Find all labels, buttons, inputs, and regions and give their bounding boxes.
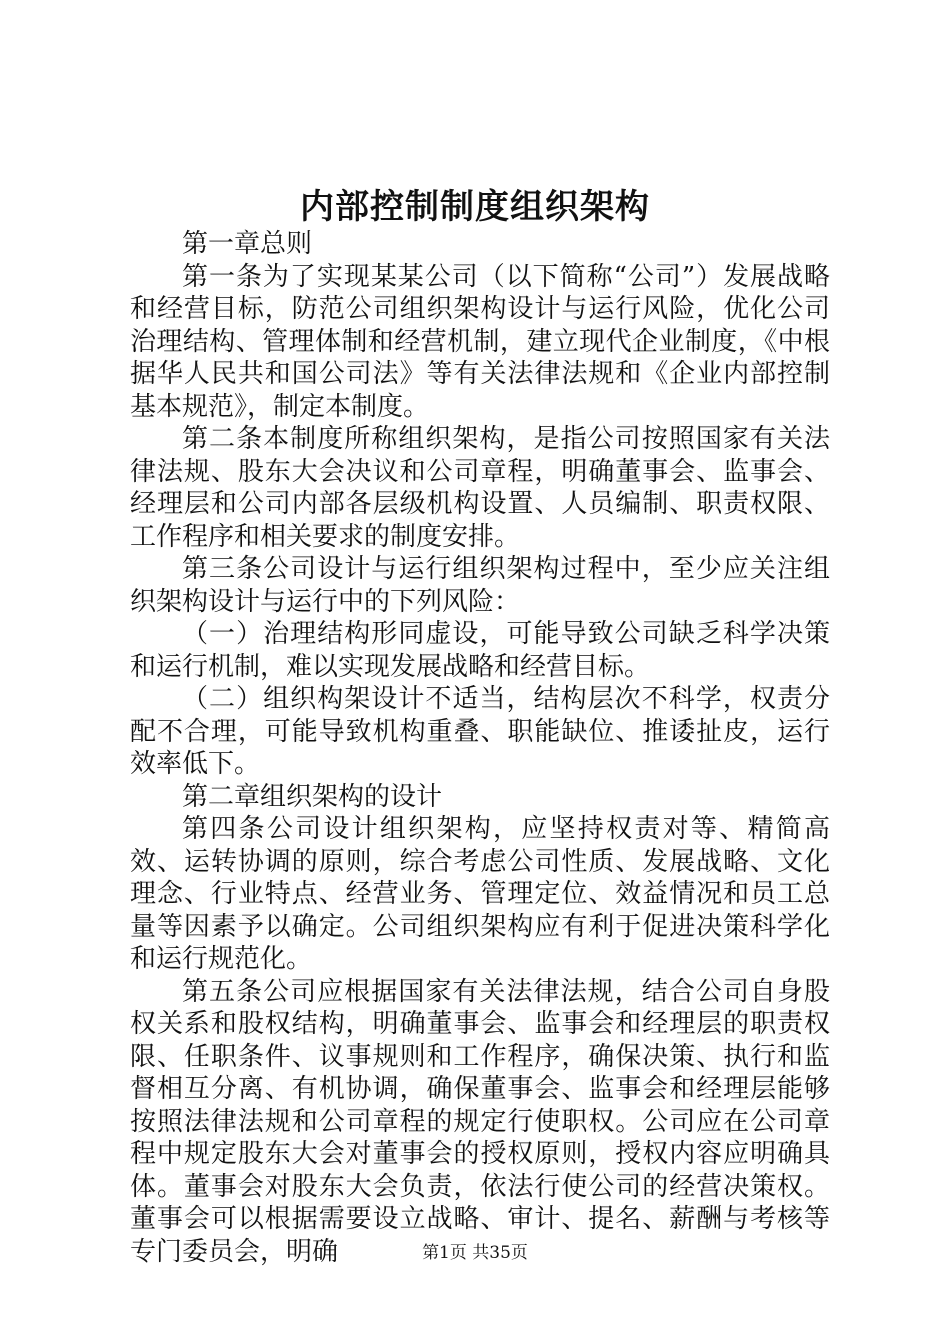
article-4: 第四条公司设计组织架构，应坚持权责对等、精简高效、运转协调的原则，综合考虑公司性质、发展战略、文化理念、行业特点、经营业务、管理定位、效益情况和员工总量等因素予以确定。公司组织架构应有利于促进决策科学化和运行规范化。 [130,814,830,974]
article-2: 第二条本制度所称组织架构，是指公司按照国家有关法律法规、股东大会决议和公司章程，明确董事会、监事会、经理层和公司内部各层级机构设置、人员编制、职责权限、工作程序和相关要求的制度安排。 [130,424,830,552]
chapter-heading-1: 第一章总则 [182,229,313,259]
article-3: 第三条公司设计与运行组织架构过程中，至少应关注组织架构设计与运行中的下列风险： [130,554,830,617]
document-body [130,228,830,1268]
article-5: 第五条公司应根据国家有关法律法规，结合公司自身股权关系和股权结构，明确董事会、监事会和经理层的职责权限、任职条件、议事规则和工作程序，确保决策、执行和监督相互分离、有机协调，确保董事会、监事会和经理层能够按照法律法规和公司章程的规定行使职权。公司应在公司章程中规定股东大会对董事会的授权原则，授权内容应明确具体。董事会对股东大会负责，依法行使公司的经营决策权。董事会可以根据需要设立战略、审计、提名、薪酬与考核等专门委员会，明确 [130,976,830,1267]
page-number-footer: 第1页 共35页 [422,1243,528,1263]
risk-item-2: （二）组织构架设计不适当，结构层次不科学，权责分配不合理，可能导致机构重叠、职能缺位、推诿扯皮，运行效率低下。 [130,684,830,779]
risk-item-1: （一）治理结构形同虚设，可能导致公司缺乏科学决策和运行机制，难以实现发展战略和经营目标。 [130,619,830,682]
document-title: 内部控制制度组织架构 [300,187,650,227]
article-1: 第一条为了实现某某公司（以下简称“公司”）发展战略和经营目标，防范公司组织架构设计与运行风险，优化公司治理结构、管理体制和经营机制，建立现代企业制度，《中根据华人民共和国公司法》等有关法律法规和《企业内部控制基本规范》，制定本制度。 [130,261,830,422]
chapter-heading-2: 第二章组织架构的设计 [182,781,443,812]
